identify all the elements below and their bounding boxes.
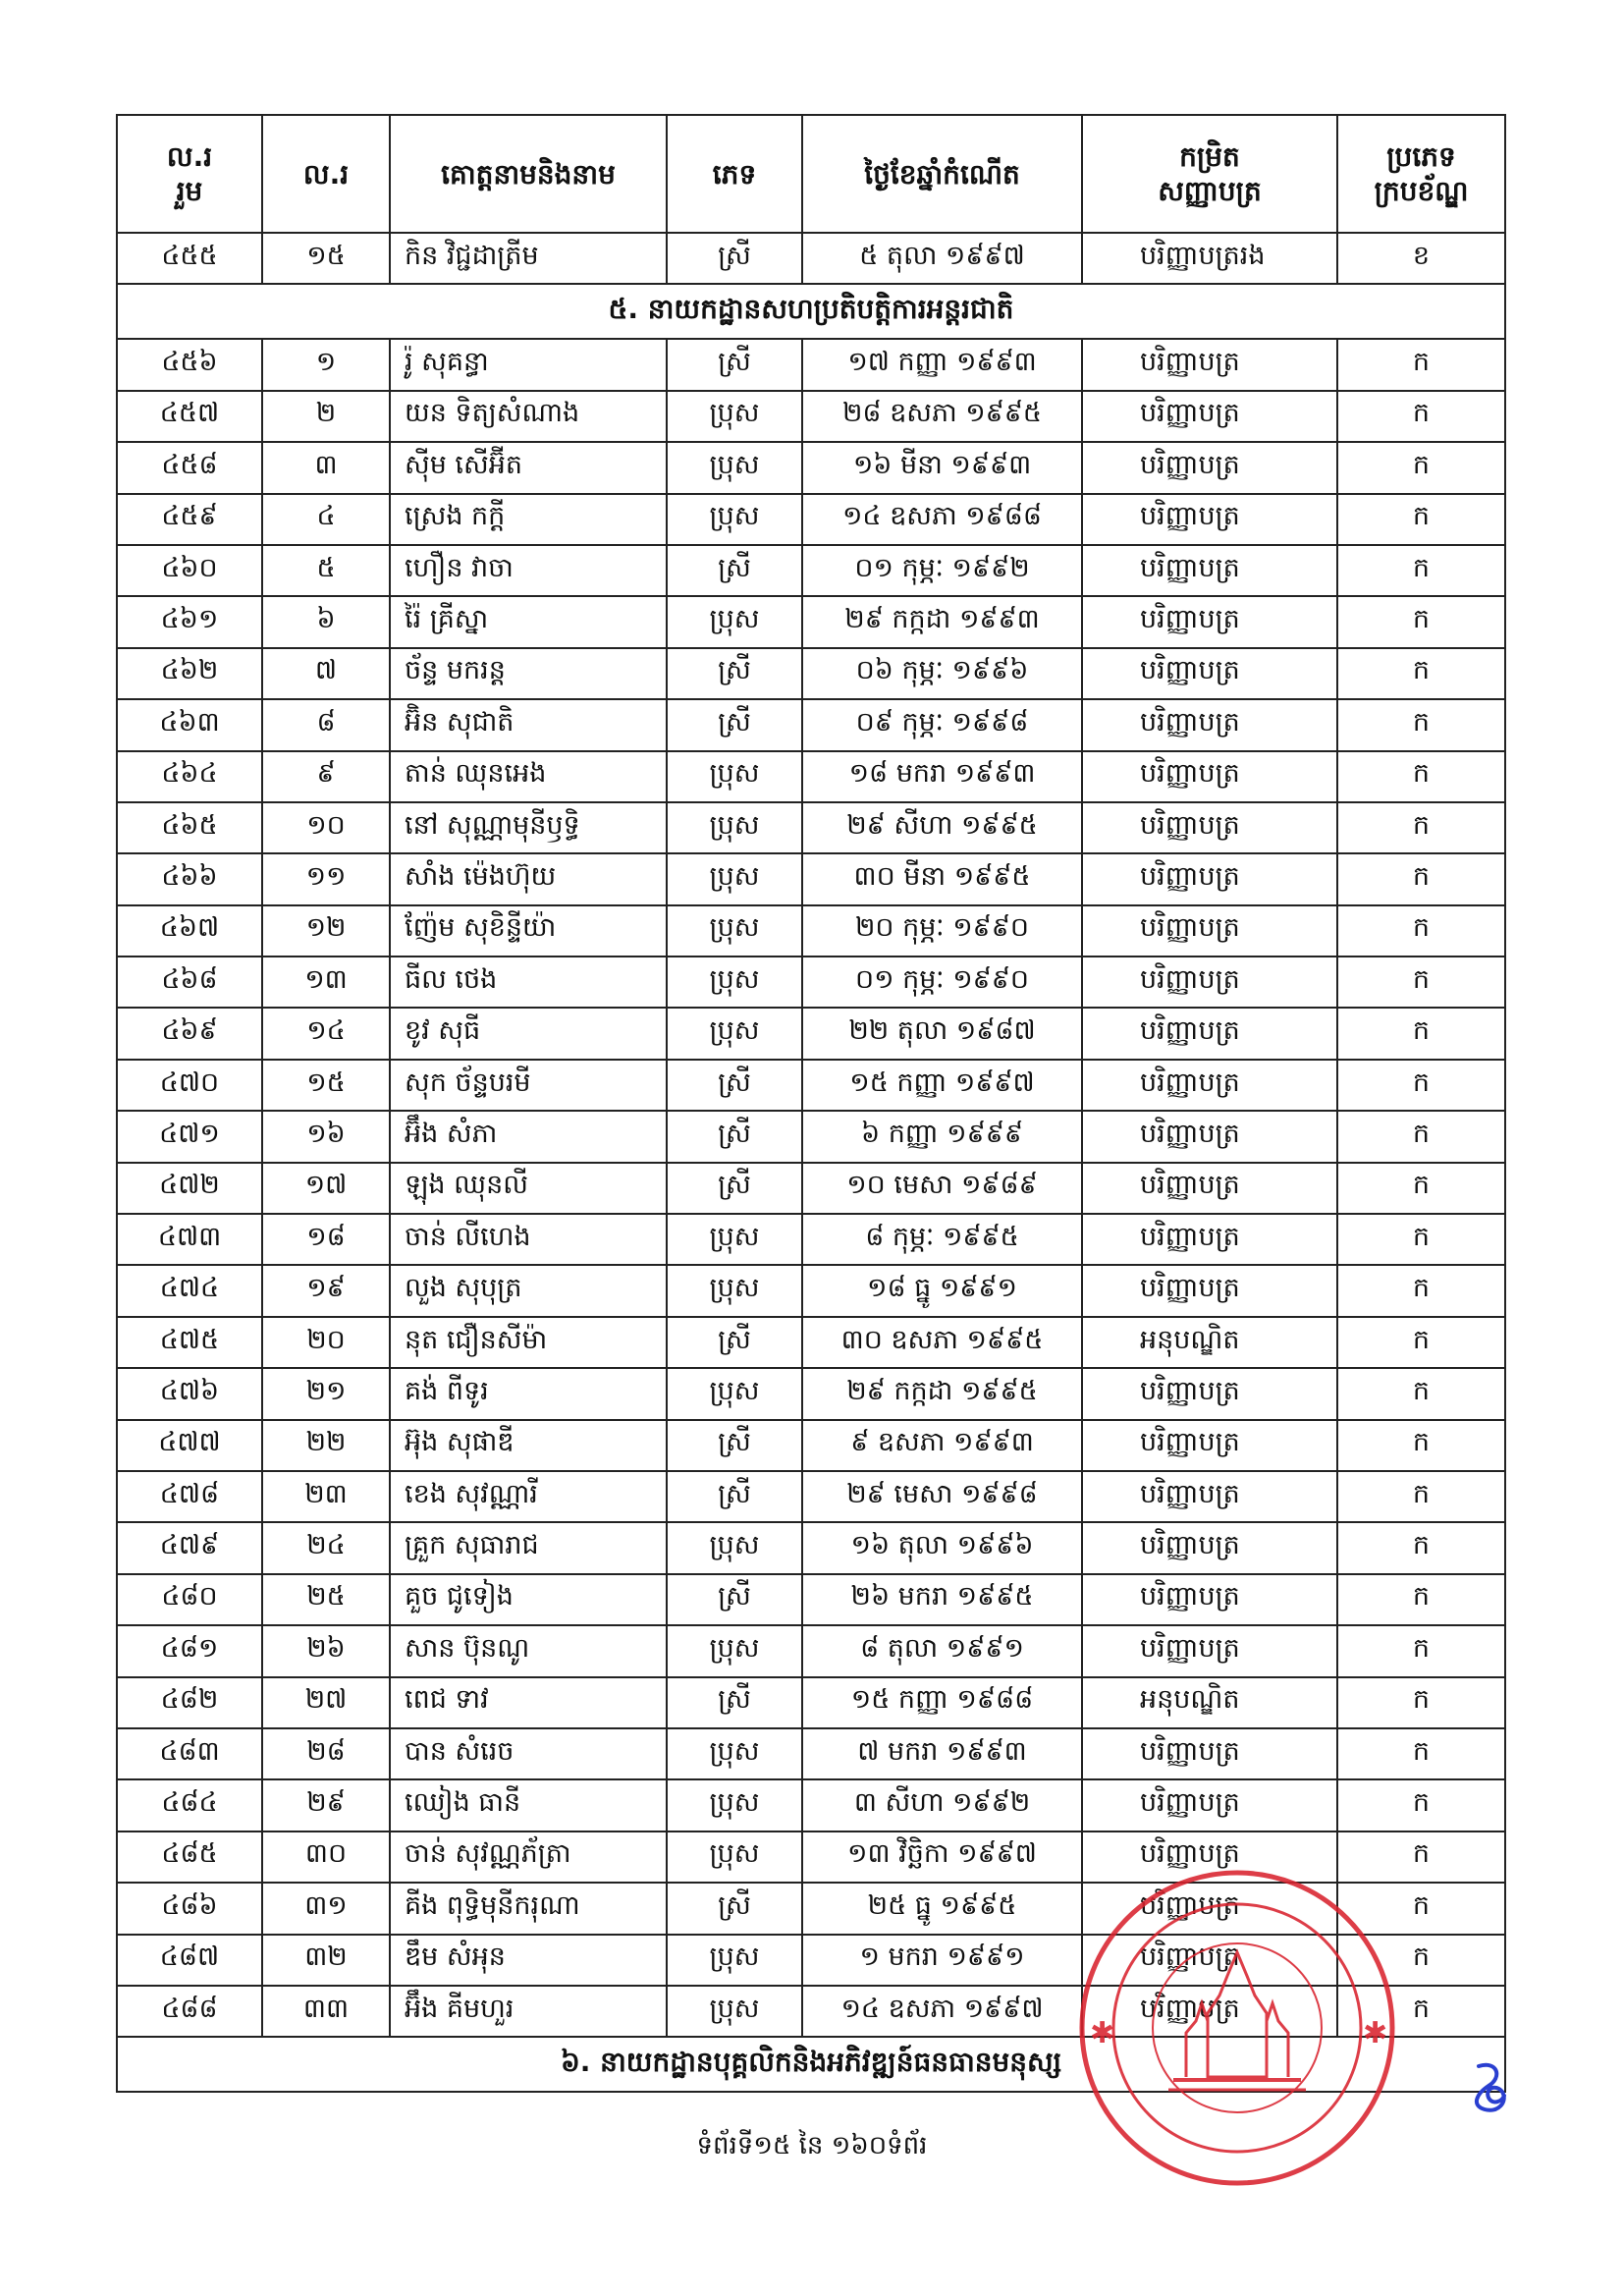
header-sex: ភេទ [667, 115, 802, 233]
cell-overall-no: ៤៧២ [117, 1163, 262, 1214]
cell-level: បរិញ្ញាបត្រ [1082, 1111, 1337, 1162]
cell-overall-no: ៤៧៧ [117, 1420, 262, 1471]
cell-sex: ប្រុស [667, 1779, 802, 1831]
cell-overall-no: ៤៨០ [117, 1574, 262, 1625]
cell-no: ៧ [262, 648, 390, 699]
cell-category: ក [1337, 1420, 1505, 1471]
header-category: ប្រភេទ ក្របខ័ណ្ឌ [1337, 115, 1505, 233]
cell-category: ក [1337, 1163, 1505, 1214]
cell-sex: ប្រុស [667, 1935, 802, 1986]
cell-no: ២៩ [262, 1779, 390, 1831]
cell-level: បរិញ្ញាបត្រ [1082, 1060, 1337, 1111]
table-row [117, 1574, 1505, 1625]
svg-text:✱: ✱ [1090, 2016, 1115, 2050]
cell-overall-no: ៤៦៣ [117, 699, 262, 750]
cell-dob: ០១ កុម្ភៈ ១៩៩០ [802, 957, 1082, 1008]
cell-name: សាំង ម៉េងហ៊ុយ [390, 853, 667, 904]
cell-sex: ស្រី [667, 1883, 802, 1934]
header-level: កម្រិត សញ្ញាបត្រ [1082, 115, 1337, 233]
cell-dob: ២៨ ឧសភា ១៩៩៥ [802, 391, 1082, 442]
cell-no: ៣៣ [262, 1986, 390, 2037]
cell-overall-no: ៤៥៩ [117, 494, 262, 545]
table-row [117, 1625, 1505, 1676]
cell-category: ក [1337, 1883, 1505, 1934]
section-title: ៦. នាយកដ្ឋានបុគ្គលិកនិងអភិវឌ្ឍន៍ធនធានមនុស្ស [117, 2037, 1505, 2092]
cell-sex: ប្រុស [667, 1986, 802, 2037]
table-row [117, 853, 1505, 904]
cell-dob: ១៨ មករា ១៩៩៣ [802, 751, 1082, 802]
cell-dob: ១៥ កញ្ញា ១៩៩៧ [802, 1060, 1082, 1111]
cell-name: ឌឹម សំអុន [390, 1935, 667, 1986]
cell-sex: ស្រី [667, 339, 802, 390]
cell-dob: ១៦ មីនា ១៩៩៣ [802, 442, 1082, 493]
cell-no: ២២ [262, 1420, 390, 1471]
cell-level: បរិញ្ញាបត្រ [1082, 1986, 1337, 2037]
cell-category: ក [1337, 1935, 1505, 1986]
table-row [117, 1060, 1505, 1111]
cell-name: ខូវ សុធី [390, 1008, 667, 1059]
cell-name: នៅ សុណ្ណាមុនីឫទ្ធិ [390, 802, 667, 853]
cell-no: ៥ [262, 545, 390, 596]
cell-category: ក [1337, 1265, 1505, 1316]
cell-category: ក [1337, 545, 1505, 596]
cell-name: សាន ប៊ុនណូ [390, 1625, 667, 1676]
table-row [117, 699, 1505, 750]
cell-dob: ៣០ មីនា ១៩៩៥ [802, 853, 1082, 904]
cell-sex: ប្រុស [667, 494, 802, 545]
cell-no: ១៨ [262, 1214, 390, 1265]
cell-name: ឈៀង ធានី [390, 1779, 667, 1831]
cell-dob: ០៩ កុម្ភៈ ១៩៩៨ [802, 699, 1082, 750]
cell-dob: ១ មករា ១៩៩១ [802, 1935, 1082, 1986]
cell-dob: ៣ សីហា ១៩៩២ [802, 1779, 1082, 1831]
cell-level: បរិញ្ញាបត្រ [1082, 339, 1337, 390]
cell-name: ធីល ថេង [390, 957, 667, 1008]
cell-no: ៣១ [262, 1883, 390, 1934]
table-row [117, 391, 1505, 442]
cell-dob: ២០ កុម្ភៈ ១៩៩០ [802, 905, 1082, 957]
cell-overall-no: ៤៦២ [117, 648, 262, 699]
cell-level: បរិញ្ញាបត្រ [1082, 1368, 1337, 1419]
cell-sex: ប្រុស [667, 391, 802, 442]
cell-sex: ប្រុស [667, 1008, 802, 1059]
cell-no: ២៨ [262, 1728, 390, 1779]
table-row [117, 1368, 1505, 1419]
cell-dob: ២៩ សីហា ១៩៩៥ [802, 802, 1082, 853]
cell-overall-no: ៤៨៣ [117, 1728, 262, 1779]
cell-category: ក [1337, 1986, 1505, 2037]
cell-category: ខ [1337, 233, 1505, 284]
cell-overall-no: ៤៦៤ [117, 751, 262, 802]
cell-sex: ប្រុស [667, 596, 802, 647]
cell-level: បរិញ្ញាបត្រ [1082, 1625, 1337, 1676]
cell-overall-no: ៤៧៩ [117, 1522, 262, 1573]
cell-sex: ស្រី [667, 1574, 802, 1625]
cell-name: គួច ជូទៀង [390, 1574, 667, 1625]
cell-overall-no: ៤៦០ [117, 545, 262, 596]
cell-sex: ប្រុស [667, 442, 802, 493]
cell-category: ក [1337, 957, 1505, 1008]
cell-overall-no: ៤៧៨ [117, 1471, 262, 1522]
cell-overall-no: ៤៨១ [117, 1625, 262, 1676]
cell-dob: ២៥ ធ្នូ ១៩៩៥ [802, 1883, 1082, 1934]
cell-category: ក [1337, 596, 1505, 647]
table-row [117, 442, 1505, 493]
cell-dob: ៧ មករា ១៩៩៣ [802, 1728, 1082, 1779]
cell-dob: ៥ តុលា ១៩៩៧ [802, 233, 1082, 284]
cell-sex: ប្រុស [667, 1728, 802, 1779]
cell-sex: ប្រុស [667, 1265, 802, 1316]
cell-overall-no: ៤៨៧ [117, 1935, 262, 1986]
cell-level: បរិញ្ញាបត្រ [1082, 1779, 1337, 1831]
cell-level: បរិញ្ញាបត្រ [1082, 1265, 1337, 1316]
cell-sex: ប្រុស [667, 957, 802, 1008]
cell-sex: ប្រុស [667, 1625, 802, 1676]
cell-overall-no: ៤៧៤ [117, 1265, 262, 1316]
cell-level: បរិញ្ញាបត្រ [1082, 1420, 1337, 1471]
cell-category: ក [1337, 1574, 1505, 1625]
table-row [117, 751, 1505, 802]
cell-overall-no: ៤៨៨ [117, 1986, 262, 2037]
header-overall-no: ល.រ រួម [117, 115, 262, 233]
cell-overall-no: ៤៦៧ [117, 905, 262, 957]
table-row [117, 1214, 1505, 1265]
cell-overall-no: ៤៦៨ [117, 957, 262, 1008]
table-row [117, 339, 1505, 390]
cell-no: ២៥ [262, 1574, 390, 1625]
cell-name: គ្រួក សុធារាជ [390, 1522, 667, 1573]
table-row [117, 1728, 1505, 1779]
cell-no: ១៩ [262, 1265, 390, 1316]
cell-no: ៣០ [262, 1831, 390, 1883]
cell-category: ក [1337, 1677, 1505, 1728]
cell-category: ក [1337, 648, 1505, 699]
cell-overall-no: ៤៧៥ [117, 1317, 262, 1368]
cell-sex: ប្រុស [667, 1522, 802, 1573]
staff-table [116, 114, 1506, 2093]
table-row [117, 1317, 1505, 1368]
cell-category: ក [1337, 1317, 1505, 1368]
cell-name: ស្រេង កក្តី [390, 494, 667, 545]
cell-no: ៣២ [262, 1935, 390, 1986]
cell-name: ពេជ ទាវ [390, 1677, 667, 1728]
cell-level: បរិញ្ញាបត្រ [1082, 699, 1337, 750]
cell-no: ២៤ [262, 1522, 390, 1573]
cell-no: ១ [262, 339, 390, 390]
cell-category: ក [1337, 1831, 1505, 1883]
table-row [117, 545, 1505, 596]
header-no: ល.រ [262, 115, 390, 233]
cell-category: ក [1337, 1111, 1505, 1162]
cell-sex: ប្រុស [667, 1214, 802, 1265]
cell-sex: ប្រុស [667, 751, 802, 802]
cell-level: បរិញ្ញាបត្រ [1082, 391, 1337, 442]
cell-name: ខេង សុវណ្ណារី [390, 1471, 667, 1522]
table-row [117, 905, 1505, 957]
cell-dob: ២៩ កក្កដា ១៩៩៣ [802, 596, 1082, 647]
cell-level: បរិញ្ញាបត្រ [1082, 648, 1337, 699]
table-row [117, 596, 1505, 647]
cell-name: ចាន់ លីហេង [390, 1214, 667, 1265]
cell-dob: ៦ កញ្ញា ១៩៩៩ [802, 1111, 1082, 1162]
cell-level: បរិញ្ញាបត្រ [1082, 1214, 1337, 1265]
table-row [117, 1111, 1505, 1162]
cell-dob: ២៩ កក្កដា ១៩៩៥ [802, 1368, 1082, 1419]
page-number: ទំព័រទី១៥ នៃ ១៦០ទំព័រ [696, 2131, 928, 2160]
cell-no: ១៤ [262, 1008, 390, 1059]
cell-level: បរិញ្ញាបត្រ [1082, 905, 1337, 957]
cell-name: គីង ពុទ្ធិមុនីករុណា [390, 1883, 667, 1934]
cell-level: បរិញ្ញាបត្រ [1082, 1008, 1337, 1059]
table-row [117, 494, 1505, 545]
cell-category: ក [1337, 442, 1505, 493]
table-row [117, 1265, 1505, 1316]
cell-dob: ១៣ វិច្ឆិកា ១៩៩៧ [802, 1831, 1082, 1883]
cell-no: ១០ [262, 802, 390, 853]
cell-sex: ស្រី [667, 1317, 802, 1368]
cell-level: អនុបណ្ឌិត [1082, 1677, 1337, 1728]
cell-no: ៩ [262, 751, 390, 802]
cell-dob: ២២ តុលា ១៩៨៧ [802, 1008, 1082, 1059]
cell-overall-no: ៤៨២ [117, 1677, 262, 1728]
cell-dob: ១៤ ឧសភា ១៩៩៧ [802, 1986, 1082, 2037]
cell-category: ក [1337, 802, 1505, 853]
cell-dob: ១៧ កញ្ញា ១៩៩៣ [802, 339, 1082, 390]
cell-dob: ៣០ ឧសភា ១៩៩៥ [802, 1317, 1082, 1368]
cell-level: បរិញ្ញាបត្រ [1082, 545, 1337, 596]
cell-sex: ប្រុស [667, 1831, 802, 1883]
cell-sex: ស្រី [667, 1420, 802, 1471]
cell-overall-no: ៤៧១ [117, 1111, 262, 1162]
cell-overall-no: ៤៦៥ [117, 802, 262, 853]
cell-no: ១១ [262, 853, 390, 904]
cell-overall-no: ៤៨៥ [117, 1831, 262, 1883]
cell-category: ក [1337, 1060, 1505, 1111]
cell-name: យន ទិត្យសំណាង [390, 391, 667, 442]
cell-overall-no: ៤៧៣ [117, 1214, 262, 1265]
table-row [117, 1677, 1505, 1728]
cell-name: កិន វិជ្ជដាត្រីម [390, 233, 667, 284]
cell-level: បរិញ្ញាបត្ររង [1082, 233, 1337, 284]
cell-category: ក [1337, 1728, 1505, 1779]
cell-name: ច័ន្ទ មករន្ត [390, 648, 667, 699]
cell-name: ញ៉ែម សុខិន្ទីយ៉ា [390, 905, 667, 957]
cell-name: ហឿន វាចា [390, 545, 667, 596]
cell-name: រ៉ូ សុគន្ធា [390, 339, 667, 390]
cell-category: ក [1337, 391, 1505, 442]
cell-dob: ០៦ កុម្ភៈ ១៩៩៦ [802, 648, 1082, 699]
cell-dob: ១៦ តុលា ១៩៩៦ [802, 1522, 1082, 1573]
table-row [117, 802, 1505, 853]
cell-dob: ៨ កុម្ភៈ ១៩៩៥ [802, 1214, 1082, 1265]
cell-category: ក [1337, 494, 1505, 545]
cell-no: ៣ [262, 442, 390, 493]
cell-sex: ប្រុស [667, 853, 802, 904]
cell-no: ២៧ [262, 1677, 390, 1728]
cell-name: តាន់ ឈុនអេង [390, 751, 667, 802]
cell-category: ក [1337, 853, 1505, 904]
cell-overall-no: ៤៦៩ [117, 1008, 262, 1059]
cell-overall-no: ៤៨៦ [117, 1883, 262, 1934]
cell-dob: ២៩ មេសា ១៩៩៨ [802, 1471, 1082, 1522]
cell-name: លួង សុបុត្រ [390, 1265, 667, 1316]
cell-overall-no: ៤៦១ [117, 596, 262, 647]
table-row [117, 233, 1505, 284]
cell-no: ២០ [262, 1317, 390, 1368]
cell-level: បរិញ្ញាបត្រ [1082, 751, 1337, 802]
cell-overall-no: ៤៧៦ [117, 1368, 262, 1419]
cell-level: បរិញ្ញាបត្រ [1082, 1574, 1337, 1625]
cell-no: ៤ [262, 494, 390, 545]
cell-overall-no: ៤៥៦ [117, 339, 262, 390]
table-row [117, 648, 1505, 699]
cell-sex: ស្រី [667, 699, 802, 750]
cell-sex: ប្រុស [667, 905, 802, 957]
cell-overall-no: ៤៥៧ [117, 391, 262, 442]
cell-overall-no: ៤៨៤ [117, 1779, 262, 1831]
cell-overall-no: ៤៦៦ [117, 853, 262, 904]
cell-name: បាន សំរេច [390, 1728, 667, 1779]
cell-no: ១៣ [262, 957, 390, 1008]
cell-category: ក [1337, 1471, 1505, 1522]
cell-sex: ប្រុស [667, 802, 802, 853]
cell-no: ២ [262, 391, 390, 442]
cell-category: ក [1337, 1008, 1505, 1059]
cell-level: អនុបណ្ឌិត [1082, 1317, 1337, 1368]
cell-no: ១៥ [262, 233, 390, 284]
cell-category: ក [1337, 699, 1505, 750]
cell-no: ២៦ [262, 1625, 390, 1676]
cell-dob: ១៥ កញ្ញា ១៩៨៨ [802, 1677, 1082, 1728]
cell-dob: ៩ ឧសភា ១៩៩៣ [802, 1420, 1082, 1471]
cell-dob: ២៦ មករា ១៩៩៥ [802, 1574, 1082, 1625]
cell-sex: ប្រុស [667, 1368, 802, 1419]
cell-name: ឡុង ឈុនលី [390, 1163, 667, 1214]
section-row [117, 284, 1505, 339]
cell-dob: ៨ តុលា ១៩៩១ [802, 1625, 1082, 1676]
cell-level: បរិញ្ញាបត្រ [1082, 1935, 1337, 1986]
cell-dob: ១០ មេសា ១៩៨៩ [802, 1163, 1082, 1214]
cell-sex: ស្រី [667, 648, 802, 699]
cell-level: បរិញ្ញាបត្រ [1082, 1728, 1337, 1779]
header-dob: ថ្ងៃខែឆ្នាំកំណើត [802, 115, 1082, 233]
cell-level: បរិញ្ញាបត្រ [1082, 957, 1337, 1008]
cell-category: ក [1337, 1368, 1505, 1419]
section-title: ៥. នាយកដ្ឋានសហប្រតិបត្តិការអន្តរជាតិ [117, 284, 1505, 339]
cell-level: បរិញ្ញាបត្រ [1082, 1471, 1337, 1522]
cell-category: ក [1337, 1522, 1505, 1573]
cell-level: បរិញ្ញាបត្រ [1082, 1883, 1337, 1934]
cell-no: ២៣ [262, 1471, 390, 1522]
cell-name: នុត ជឿនសីម៉ា [390, 1317, 667, 1368]
cell-category: ក [1337, 1625, 1505, 1676]
cell-no: ៨ [262, 699, 390, 750]
table-row [117, 1522, 1505, 1573]
cell-dob: ១៤ ឧសភា ១៩៨៨ [802, 494, 1082, 545]
cell-level: បរិញ្ញាបត្រ [1082, 442, 1337, 493]
cell-sex: ស្រី [667, 1111, 802, 1162]
table-row [117, 1779, 1505, 1831]
cell-name: សុក ច័ន្ទបរមី [390, 1060, 667, 1111]
svg-text:✱: ✱ [1363, 2016, 1388, 2050]
table-row [117, 1163, 1505, 1214]
cell-name: អ៊ឹង គីមហួរ [390, 1986, 667, 2037]
cell-level: បរិញ្ញាបត្រ [1082, 1163, 1337, 1214]
cell-overall-no: ៤៥៨ [117, 442, 262, 493]
cell-sex: ស្រី [667, 1163, 802, 1214]
cell-name: ចាន់ សុវណ្ណភ័ត្រា [390, 1831, 667, 1883]
cell-dob: ០១ កុម្ភៈ ១៩៩២ [802, 545, 1082, 596]
table-row [117, 1008, 1505, 1059]
cell-sex: ស្រី [667, 1677, 802, 1728]
cell-no: ២១ [262, 1368, 390, 1419]
cell-sex: ស្រី [667, 545, 802, 596]
cell-category: ក [1337, 1214, 1505, 1265]
cell-name: ស៊ីម សើអ៊ីត [390, 442, 667, 493]
cell-name: អ៊ិន សុជាតិ [390, 699, 667, 750]
handwritten-initial [1459, 2058, 1518, 2117]
cell-level: បរិញ្ញាបត្រ [1082, 853, 1337, 904]
cell-dob: ១៨ ធ្នូ ១៩៩១ [802, 1265, 1082, 1316]
cell-level: បរិញ្ញាបត្រ [1082, 596, 1337, 647]
cell-overall-no: ៤៧០ [117, 1060, 262, 1111]
cell-name: អ៊ុង សុផាឌី [390, 1420, 667, 1471]
cell-no: ៦ [262, 596, 390, 647]
cell-no: ១៧ [262, 1163, 390, 1214]
cell-no: ១៦ [262, 1111, 390, 1162]
cell-overall-no: ៤៥៥ [117, 233, 262, 284]
table-header-row [117, 115, 1505, 233]
cell-category: ក [1337, 1779, 1505, 1831]
header-name: គោត្តនាមនិងនាម [390, 115, 667, 233]
cell-category: ក [1337, 339, 1505, 390]
cell-no: ១២ [262, 905, 390, 957]
cell-sex: ស្រី [667, 1471, 802, 1522]
cell-name: អ៊ឹង សំភា [390, 1111, 667, 1162]
cell-category: ក [1337, 751, 1505, 802]
cell-level: បរិញ្ញាបត្រ [1082, 802, 1337, 853]
cell-name: គង់ ពីទូរ [390, 1368, 667, 1419]
table-row [117, 1471, 1505, 1522]
table-row [117, 957, 1505, 1008]
cell-category: ក [1337, 905, 1505, 957]
table-row [117, 1420, 1505, 1471]
cell-no: ១៥ [262, 1060, 390, 1111]
cell-sex: ស្រី [667, 233, 802, 284]
cell-name: រ៉ៃ គ្រីស្នា [390, 596, 667, 647]
cell-level: បរិញ្ញាបត្រ [1082, 494, 1337, 545]
cell-sex: ស្រី [667, 1060, 802, 1111]
cell-level: បរិញ្ញាបត្រ [1082, 1522, 1337, 1573]
cell-level: បរិញ្ញាបត្រ [1082, 1831, 1337, 1883]
